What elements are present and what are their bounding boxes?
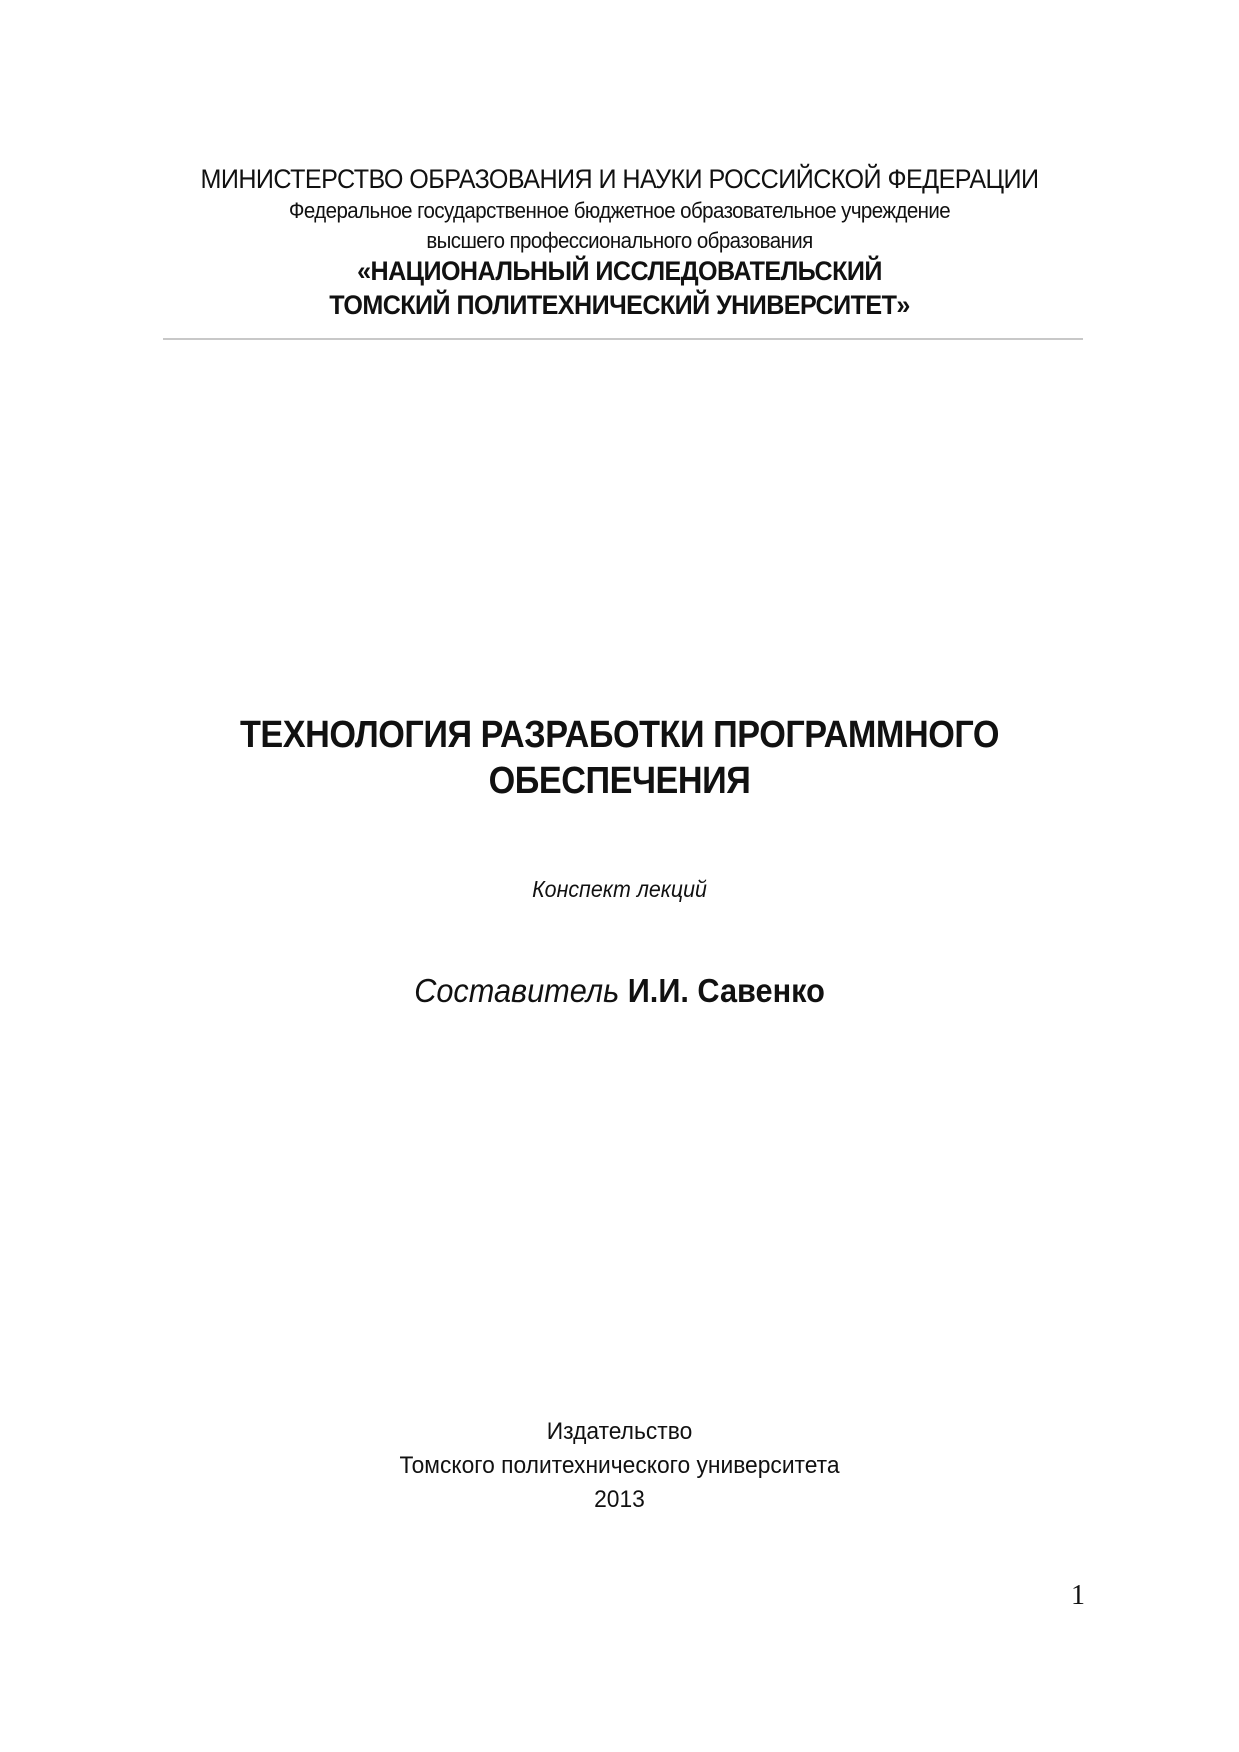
author-line (43, 972, 1195, 1010)
education-level: высшего профессионального образования (426, 228, 813, 253)
university-name-line1: «НАЦИОНАЛЬНЫЙ ИССЛЕДОВАТЕЛЬСКИЙ (357, 256, 882, 286)
publisher-label: Издательство (546, 1418, 693, 1445)
page-number: 1 (1071, 1580, 1085, 1611)
ministry-name: МИНИСТЕРСТВО ОБРАЗОВАНИЯ И НАУКИ РОССИЙСКОЙ ФЕДЕРАЦИИ (200, 164, 1039, 194)
author-role: Составитель (414, 972, 620, 1009)
institution-type: Федеральное государственное бюджетное образовательное учреждение (288, 198, 951, 223)
publication-year: 2013 (594, 1486, 645, 1513)
document-title-line2: ОБЕСПЕЧЕНИЯ (488, 760, 751, 802)
header-divider (163, 338, 1083, 340)
document-subtitle: Конспект лекций (532, 876, 707, 902)
publisher-name: Томского политехнического университета (399, 1452, 840, 1479)
university-name-line2: ТОМСКИЙ ПОЛИТЕХНИЧЕСКИЙ УНИВЕРСИТЕТ» (329, 290, 910, 320)
document-title-line1: ТЕХНОЛОГИЯ РАЗРАБОТКИ ПРОГРАММНОГО (239, 714, 1000, 756)
author-name: И.И. Савенко (627, 972, 825, 1009)
